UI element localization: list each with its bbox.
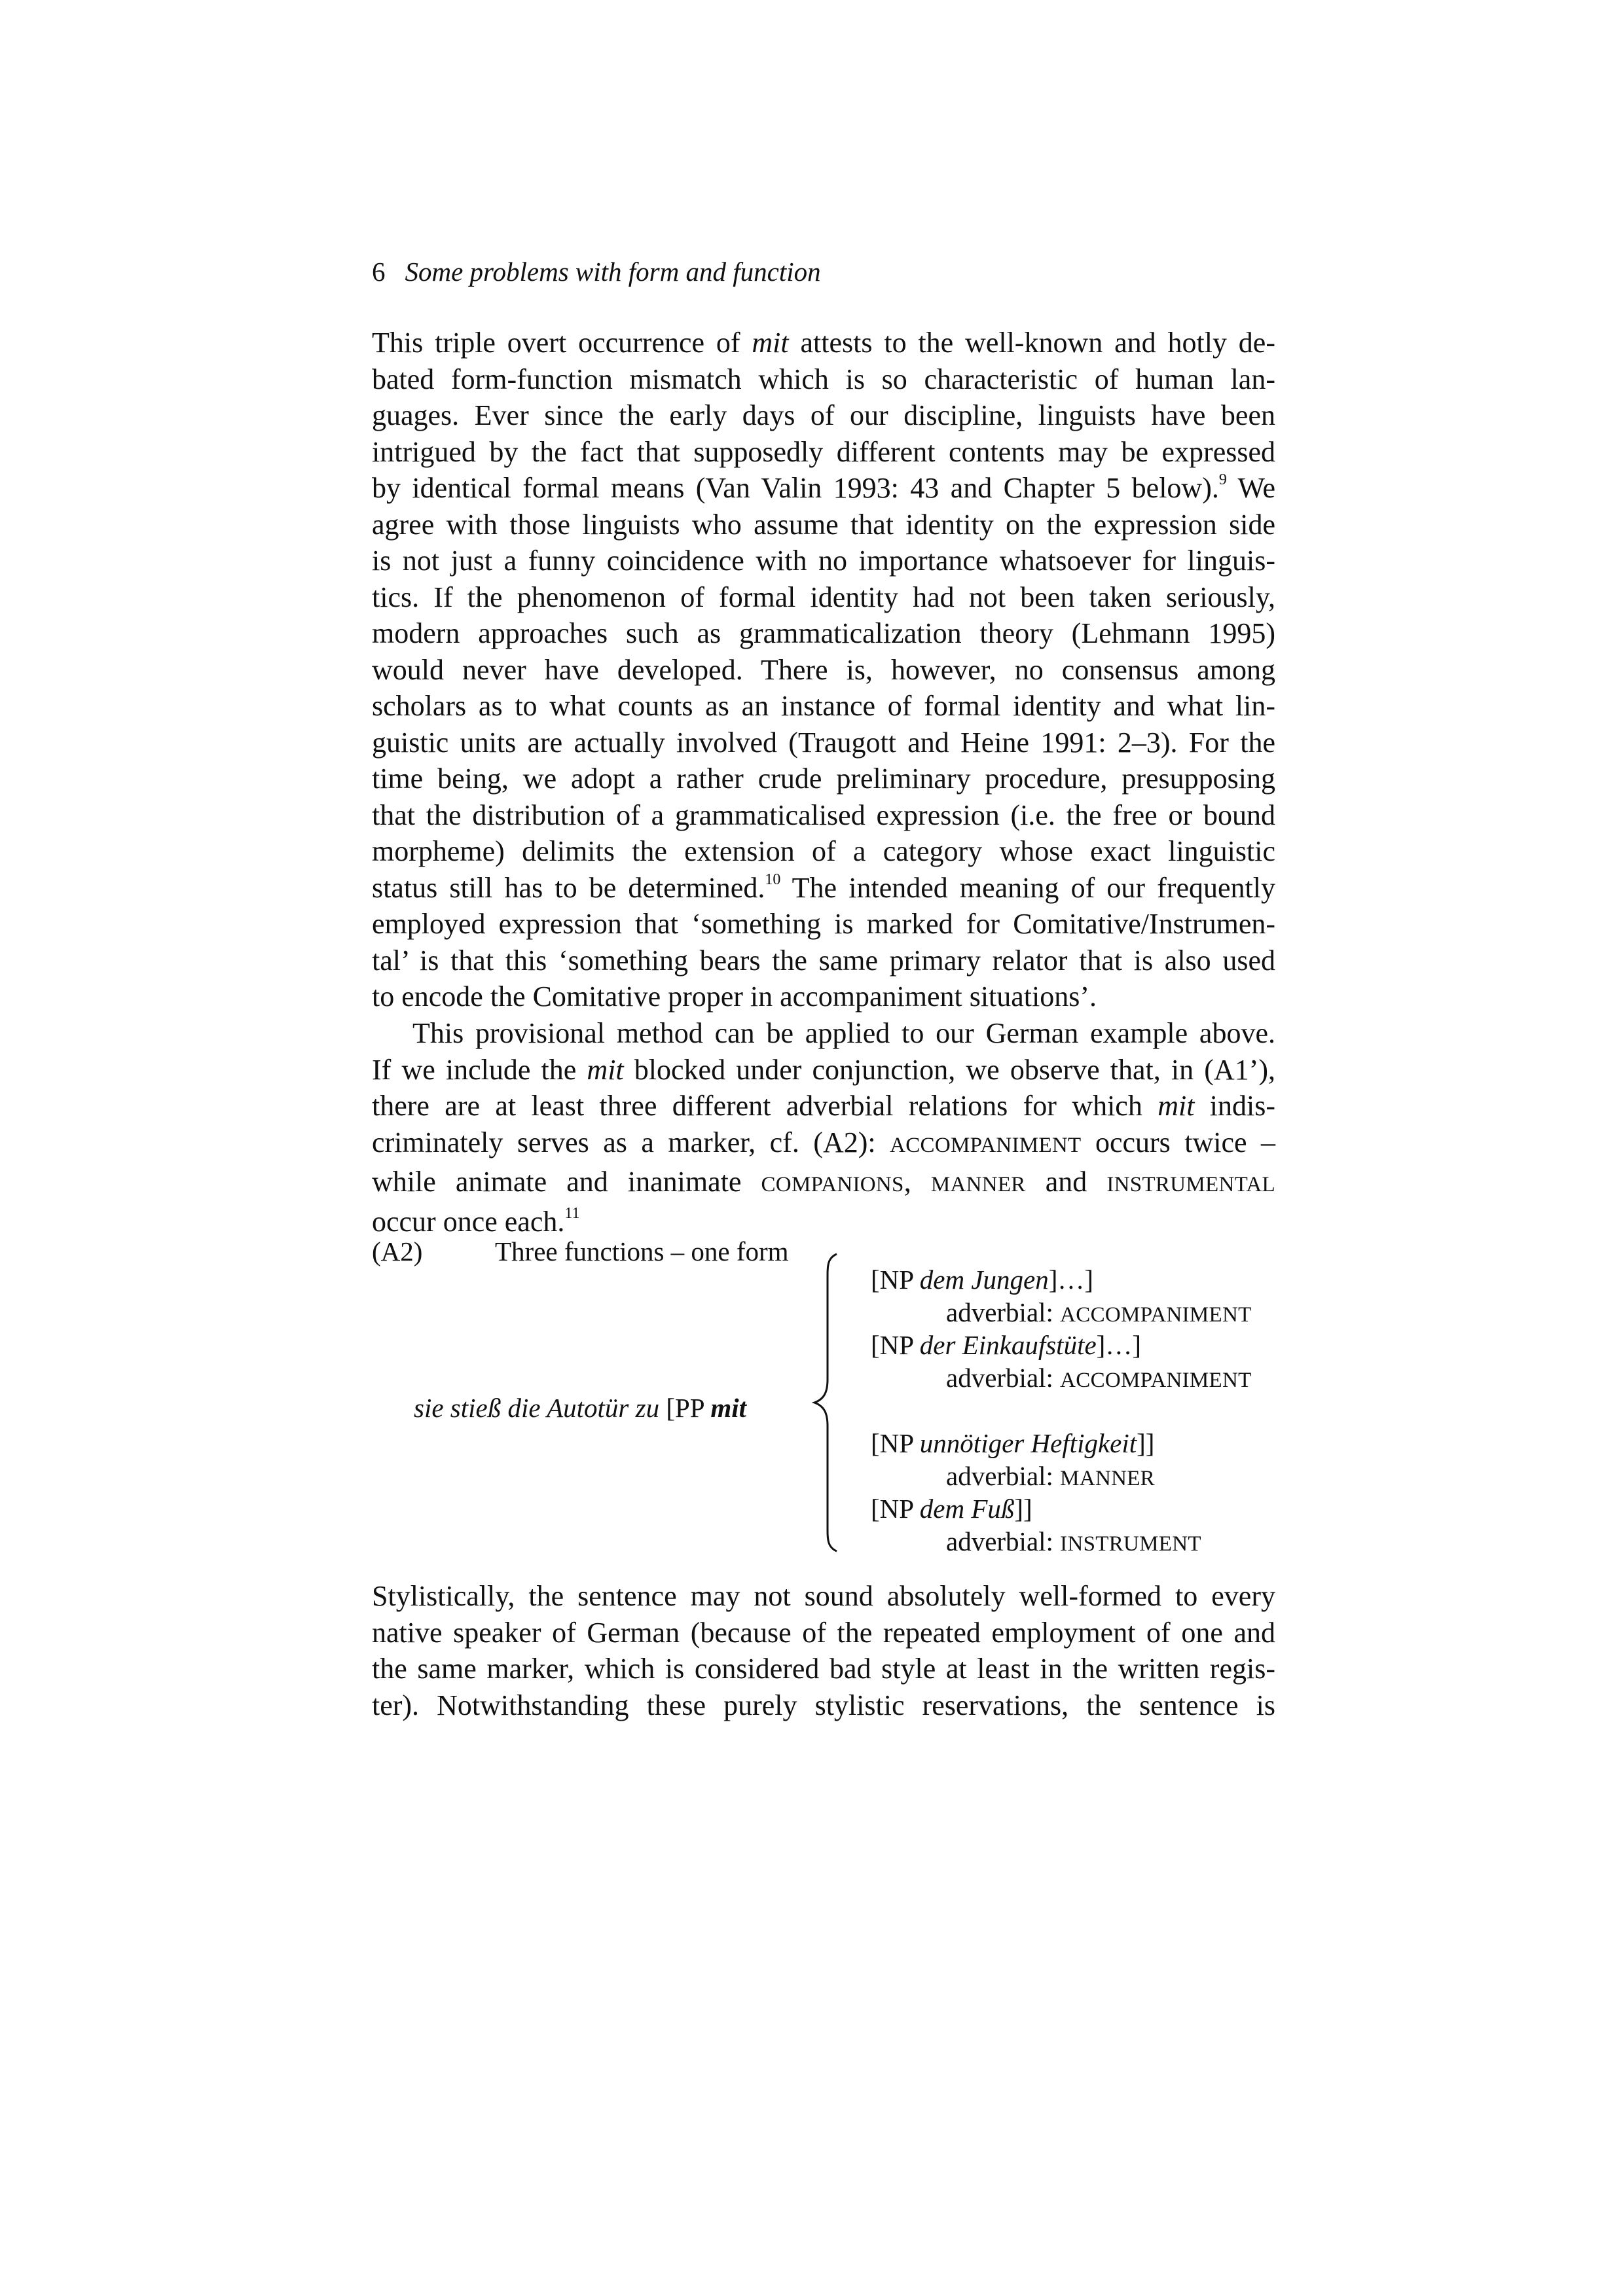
text-line: status still has to be determined.$^{10}$ The intended meaning of our frequently	[372, 870, 1275, 904]
paragraph-3	[372, 1578, 1275, 1723]
text-line: criminately serves as a marker, cf. (A2): ACCOMPANIMENT occurs twice –	[372, 1126, 1275, 1158]
adverbial-function: adverbial: ACCOMPANIMENT	[946, 1363, 1252, 1393]
text-line: by identical formal means (Van Valin 1993: 43 and Chapter 5 below).$^9$ We	[372, 471, 1275, 504]
text-line: that the distribution of a grammaticalised expression (i.e. the free or bound	[372, 798, 1275, 831]
text-line: agree with those linguists who assume that identity on the expression side	[372, 508, 1275, 541]
paragraph-2	[372, 1015, 1275, 1240]
adverbial-function: adverbial: INSTRUMENT	[946, 1526, 1201, 1556]
adverbial-function: adverbial: MANNER	[946, 1461, 1155, 1491]
footnote-marker: 10	[765, 870, 781, 888]
text-line: occur once each.$^{11}$	[372, 1204, 580, 1238]
example-label: (A2)	[372, 1236, 423, 1266]
text-line: This provisional method can be applied to our German example above.	[412, 1017, 1275, 1049]
text-line: native speaker of German (because of the repeated employment of one and	[372, 1616, 1275, 1649]
adverbial-function: adverbial: ACCOMPANIMENT	[946, 1297, 1252, 1327]
text-line: ter). Notwithstanding these purely stylistic reservations, the sentence is	[372, 1689, 1275, 1721]
text-line: would never have developed. There is, however, no consensus among	[372, 653, 1275, 686]
text-line: tal’ is that this ‘something bears the same primary relator that is also used	[372, 944, 1275, 977]
footnote-marker: 11	[564, 1204, 580, 1222]
example-sentence: sie stieß die Autotür zu [PP mit	[414, 1393, 747, 1423]
text-line: guages. Ever since the early days of our discipline, linguists have been	[372, 399, 1275, 431]
text-line: the same marker, which is considered bad style at least in the written regis-	[372, 1653, 1275, 1685]
text-line: employed expression that ‘something is marked for Comitative/Instrumen-	[372, 908, 1275, 940]
text-line: modern approaches such as grammaticalization theory (Lehmann 1995)	[372, 617, 1275, 649]
np-phrase: [NP der Einkaufstüte]…]	[871, 1330, 1141, 1360]
text-line: is not just a funny coincidence with no importance whatsoever for linguis-	[372, 545, 1275, 577]
text-line: Stylistically, the sentence may not sound absolutely well-formed to every	[372, 1580, 1275, 1612]
text-line: time being, we adopt a rather crude preliminary procedure, presupposing	[372, 762, 1275, 795]
text-line: scholars as to what counts as an instance of formal identity and what lin-	[372, 690, 1275, 722]
page-number: 6	[372, 257, 386, 287]
np-phrase: [NP unnötiger Heftigkeit]]	[871, 1428, 1155, 1458]
running-header	[372, 252, 821, 291]
text-line: guistic units are actually involved (Traugott and Heine 1991: 2–3). For the	[372, 726, 1275, 759]
text-line: while animate and inanimate COMPANIONS, MANNER and INSTRUMENTAL	[372, 1166, 1276, 1198]
text-line: intrigued by the fact that supposedly different contents may be expressed	[372, 435, 1275, 468]
paragraph-1	[372, 325, 1275, 1015]
text-line: bated form-function mismatch which is so characteristic of human lan-	[372, 363, 1275, 395]
footnote-marker: 9	[1218, 471, 1227, 488]
np-phrase: [NP dem Fuß]]	[871, 1494, 1032, 1524]
example-heading: Three functions – one form	[495, 1236, 789, 1266]
curly-brace	[811, 1251, 843, 1554]
text-line: there are at least three different adverbial relations for which mit indis-	[372, 1090, 1275, 1122]
np-phrase: [NP dem Jungen]…]	[871, 1265, 1094, 1295]
text-line: tics. If the phenomenon of formal identity had not been taken seriously,	[372, 581, 1275, 613]
text-line: This triple overt occurrence of mit attests to the well-known and hotly de-	[372, 327, 1275, 359]
running-title: Some problems with form and function	[405, 257, 821, 287]
text-line: morpheme) delimits the extension of a category whose exact linguistic	[372, 835, 1275, 867]
text-line: If we include the mit blocked under conjunction, we observe that, in (A1’),	[372, 1053, 1276, 1086]
text-line: to encode the Comitative proper in accompaniment situations’.	[372, 980, 1097, 1013]
